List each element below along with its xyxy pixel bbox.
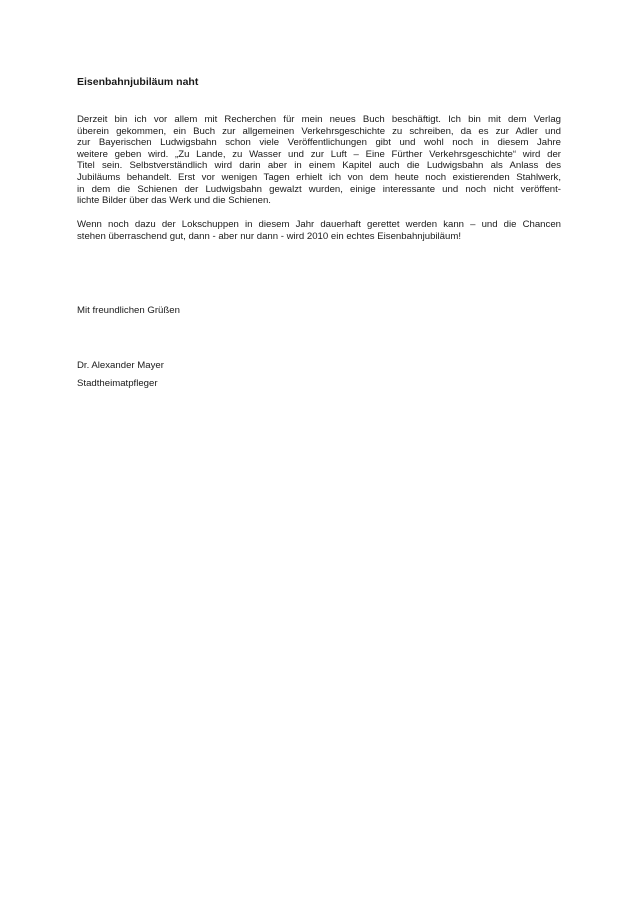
paragraph-1-line: in dem die Schienen der Ludwigsbahn gewalzt wurden, einige interessante und noch nicht veröffent- bbox=[77, 183, 561, 195]
paragraph-1-line: Titel sein. Selbstverständlich wird darin aber in einem Kapitel auch die Ludwigsbahn als Anlass des bbox=[77, 160, 561, 172]
letter-heading: Eisenbahnjubiläum naht bbox=[77, 76, 199, 88]
paragraph-1-line: Derzeit bin ich vor allem mit Recherchen für mein neues Buch beschäftigt. Ich bin mit dem Verlag bbox=[77, 114, 561, 125]
paragraph-2 bbox=[77, 219, 561, 242]
signature-title: Stadtheimatpfleger bbox=[77, 378, 158, 389]
paragraph-1 bbox=[77, 114, 561, 207]
paragraph-1-line: zur Bayerischen Ludwigsbahn schon viele Veröffentlichungen gibt und wohl noch in diesem Jahre bbox=[77, 137, 561, 149]
paragraph-2-line: Wenn noch dazu der Lokschuppen in diesem Jahr dauerhaft gerettet werden kann – und die Chancen bbox=[77, 219, 561, 230]
signature-name: Dr. Alexander Mayer bbox=[77, 360, 164, 371]
paragraph-1-line: weitere geben wird. „Zu Lande, zu Wasser und zur Luft – Eine Fürther Verkehrsgeschichte“ wird der bbox=[77, 148, 561, 160]
paragraph-2-line: stehen überraschend gut, dann - aber nur dann - wird 2010 ein echtes Eisenbahnjubiläum! bbox=[77, 230, 462, 242]
paragraph-1-line: überein gekommen, ein Buch zur allgemeinen Verkehrsgeschichte zu schreiben, da es zur Adler und bbox=[77, 125, 561, 137]
paragraph-1-line: lichte Bilder über das Werk und die Schienen. bbox=[77, 195, 271, 207]
paragraph-1-line: Jubiläums behandelt. Erst vor wenigen Tagen erhielt ich von dem heute noch existierenden Stahlwerk, bbox=[77, 171, 561, 183]
closing-salutation: Mit freundlichen Grüßen bbox=[77, 305, 180, 316]
